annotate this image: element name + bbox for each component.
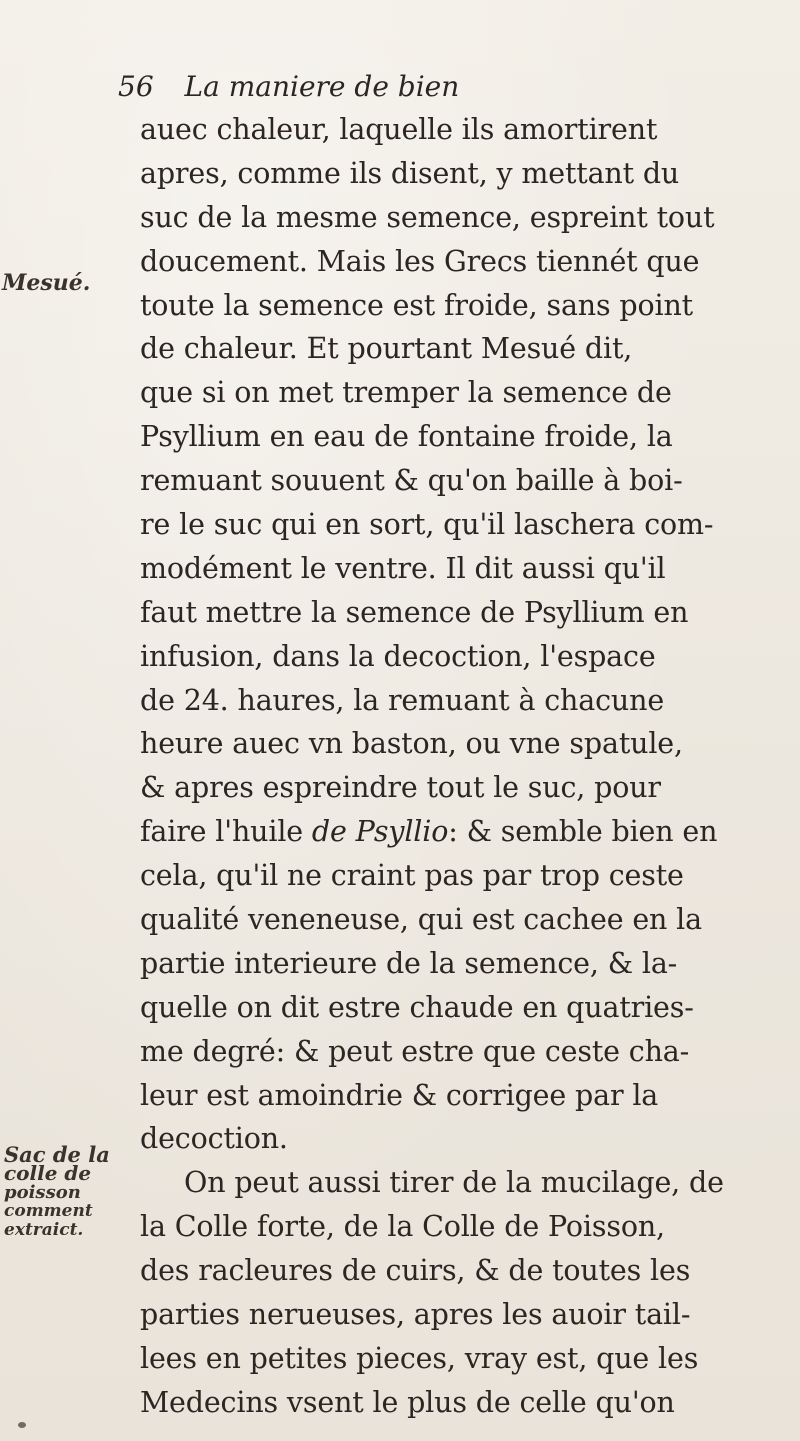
- text-line: modément le ventre. Il dit aussi qu'il: [140, 551, 666, 585]
- text-line: & apres espreindre tout le suc, pour: [140, 771, 661, 805]
- margin-note-line: extraict.: [4, 1220, 84, 1240]
- margin-note-line: poisson: [4, 1182, 81, 1203]
- text-line: de chaleur. Et pourtant Mesué dit,: [140, 332, 633, 366]
- text-line: decoction.: [140, 1122, 288, 1156]
- text-line: faut mettre la semence de Psyllium en: [140, 595, 689, 629]
- text-line: infusion, dans la decoction, l'espace: [140, 639, 656, 673]
- text-line: des racleures de cuirs, & de toutes les: [140, 1254, 691, 1288]
- text-line: cela, qu'il ne craint pas par trop ceste: [140, 859, 684, 893]
- text-line: toute la semence est froide, sans point: [140, 288, 693, 322]
- text-line: auec chaleur, laquelle ils amortirent: [140, 113, 658, 146]
- text-line: que si on met tremper la semence de: [140, 376, 672, 410]
- text-line: apres, comme ils disent, y mettant du: [140, 156, 680, 190]
- text-line: Psyllium en eau de fontaine froide, la: [140, 420, 673, 454]
- text-line: lees en petites pieces, vray est, que les: [140, 1341, 699, 1375]
- text-line: qualité veneneuse, qui est cachee en la: [140, 903, 702, 937]
- italic-term: de Psyllio: [311, 815, 449, 849]
- margin-note-line: colle de: [4, 1161, 92, 1185]
- text-line: re le suc qui en sort, qu'il laschera com-: [140, 508, 714, 542]
- text-line: On peut aussi tirer de la mucilage, de: [184, 1166, 724, 1200]
- body-text: [140, 108, 790, 1425]
- margin-note-line: Sac de la: [4, 1142, 110, 1167]
- text-line: partie interieure de la semence, & la-: [140, 946, 678, 980]
- text-line: doucement. Mais les Grecs tiennét que: [140, 244, 700, 278]
- text-line: Medecins vsent le plus de celle qu'on: [140, 1385, 675, 1419]
- margin-note-line: comment: [4, 1201, 93, 1221]
- text-line: quelle on dit estre chaude en quatries-: [140, 990, 694, 1024]
- text-line: suc de la mesme semence, espreint tout: [140, 200, 715, 234]
- text-line: heure auec vn baston, ou vne spatule,: [140, 727, 683, 761]
- text-line: leur est amoindrie & corrigee par la: [140, 1078, 659, 1112]
- text-line: me degré: & peut estre que ceste cha-: [140, 1034, 690, 1068]
- text-line: la Colle forte, de la Colle de Poisson,: [140, 1210, 665, 1244]
- running-title: La maniere de bien: [184, 70, 460, 103]
- text-line: remuant souuent & qu'on baille à boi-: [140, 464, 683, 498]
- margin-note-text: Mesué.: [2, 270, 91, 296]
- page-number: 56: [118, 70, 154, 103]
- text-line: parties nerueuses, apres les auoir tail-: [140, 1298, 691, 1332]
- margin-note-sac-de-la-colle: [4, 1142, 110, 1240]
- ink-spot: [18, 1422, 26, 1428]
- text-line: de 24. haures, la remuant à chacune: [140, 683, 665, 717]
- margin-note-mesue: [2, 270, 91, 296]
- text-line: faire l'huile de Psyllio: & semble bien en: [140, 815, 718, 849]
